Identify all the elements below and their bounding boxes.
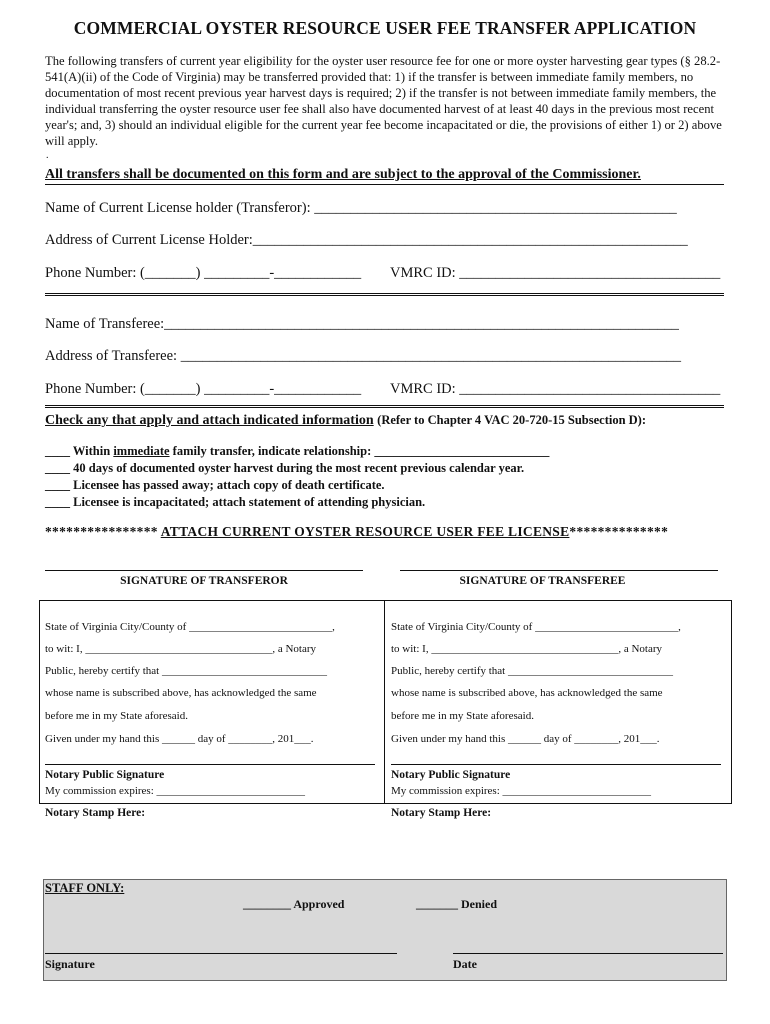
check-heading bbox=[45, 413, 646, 429]
transferee-signature-line[interactable] bbox=[400, 570, 718, 571]
notary-text: Given under my hand this ______ day of ________, 201___. bbox=[391, 733, 660, 745]
approval-notice: All transfers shall be documented on this form and are subject to the approval of the Commissioner. bbox=[45, 167, 641, 182]
notary-signature-line[interactable] bbox=[391, 764, 721, 765]
approved-option[interactable]: ________ Approved bbox=[243, 897, 345, 911]
notice-underline bbox=[45, 184, 724, 185]
transferee-address-field[interactable]: Address of Transferee: _____________________________________________________________________ bbox=[45, 348, 681, 364]
check-item-text: ____ 40 days of documented oyster harvest during the most recent previous calendar year. bbox=[45, 461, 525, 475]
notary-text: Public, hereby certify that ______________________________ bbox=[391, 665, 673, 677]
transferor-signature-label: SIGNATURE OF TRANSFEROR bbox=[120, 575, 288, 587]
commission-expires: My commission expires: ___________________________ bbox=[45, 785, 306, 797]
notary-text: State of Virginia City/County of __________________________, bbox=[45, 621, 335, 633]
notary-signature-label: Notary Public Signature bbox=[45, 769, 165, 781]
transferor-phone-field[interactable]: Phone Number: (_______) _________-____________ bbox=[45, 265, 362, 281]
transferor-signature-line[interactable] bbox=[45, 570, 363, 571]
check-item-text: family transfer, indicate relationship: ____________________________ bbox=[169, 444, 550, 458]
transferee-signature-label: SIGNATURE OF TRANSFEREE bbox=[459, 575, 626, 587]
staff-date-label: Date bbox=[453, 957, 477, 971]
commission-expires: My commission expires: ___________________________ bbox=[391, 785, 652, 797]
notary-stamp-label: Notary Stamp Here: bbox=[45, 807, 146, 819]
transferor-name-field[interactable]: Name of Current License holder (Transferor): __________________________________________________ bbox=[45, 200, 677, 216]
notary-text: to wit: I, __________________________________, a Notary bbox=[45, 643, 317, 655]
transferee-name-field[interactable]: Name of Transferee:_______________________________________________________________________ bbox=[45, 316, 679, 332]
check-item-text: ____ Licensee has passed away; attach copy of death certificate. bbox=[45, 478, 385, 492]
stars-left: **************** bbox=[45, 524, 161, 539]
notary-text: before me in my State aforesaid. bbox=[45, 710, 188, 722]
stars-right: ************** bbox=[569, 524, 669, 539]
notary-text: State of Virginia City/County of __________________________, bbox=[391, 621, 681, 633]
check-item-emphasis: immediate bbox=[113, 444, 170, 458]
check-item-text: ____ Licensee is incapacitated; attach statement of attending physician. bbox=[45, 495, 426, 509]
check-item-text: ____ Within bbox=[45, 444, 114, 458]
check-item[interactable] bbox=[45, 478, 385, 493]
notary-text: whose name is subscribed above, has acknowledged the same bbox=[391, 687, 663, 699]
notary-text: to wit: I, __________________________________, a Notary bbox=[391, 643, 663, 655]
check-item[interactable] bbox=[45, 444, 549, 459]
notary-text: before me in my State aforesaid. bbox=[391, 710, 534, 722]
stray-period: . bbox=[46, 150, 49, 161]
transferor-address-field[interactable]: Address of Current License Holder:____________________________________________________________ bbox=[45, 232, 688, 248]
notary-signature-label: Notary Public Signature bbox=[391, 769, 511, 781]
transferee-phone-field[interactable]: Phone Number: (_______) _________-____________ bbox=[45, 381, 362, 397]
check-item[interactable] bbox=[45, 495, 425, 510]
section-divider bbox=[45, 293, 724, 296]
staff-signature-line[interactable] bbox=[45, 953, 397, 954]
attach-license-text: ATTACH CURRENT OYSTER RESOURCE USER FEE LICENSE bbox=[160, 524, 570, 539]
staff-only-box bbox=[43, 879, 727, 981]
intro-paragraph: The following transfers of current year eligibility for the oyster user resource fee for one or more oyster harvesting gear types (§ 28.2-541(A)(ii) of the Code of Virginia) may be transferred provided that: 1) if the transfer is between immediate family members, no documentation of most recent previous year harvest days is required; 2) if the transfer is not between immediate family members, the individual transferring the oyster resource user fee shall also have documented harvest of at least 40 days in the previous most recent year's; and, 3) should an individual eligible for the current year fee become incapacitated or die, the provisions of either 1) or 2) above will apply. bbox=[45, 54, 722, 148]
check-heading-text: Check any that apply and attach indicated information bbox=[45, 413, 374, 428]
page-title: COMMERCIAL OYSTER RESOURCE USER FEE TRANSFER APPLICATION bbox=[73, 18, 697, 38]
notary-signature-line[interactable] bbox=[45, 764, 375, 765]
notary-text: Public, hereby certify that ______________________________ bbox=[45, 665, 327, 677]
transferee-vmrc-field[interactable]: VMRC ID: ____________________________________ bbox=[390, 381, 721, 397]
staff-date-line[interactable] bbox=[453, 953, 723, 954]
notary-text: whose name is subscribed above, has acknowledged the same bbox=[45, 687, 317, 699]
check-item[interactable] bbox=[45, 461, 524, 476]
denied-option[interactable]: _______ Denied bbox=[416, 897, 497, 911]
transferor-vmrc-field[interactable]: VMRC ID: ____________________________________ bbox=[390, 265, 721, 281]
section-divider bbox=[45, 405, 724, 408]
attach-license-notice bbox=[45, 524, 668, 540]
staff-only-title: STAFF ONLY: bbox=[45, 881, 125, 895]
notary-text: Given under my hand this ______ day of ________, 201___. bbox=[45, 733, 314, 745]
notary-stamp-label: Notary Stamp Here: bbox=[391, 807, 492, 819]
staff-signature-label: Signature bbox=[45, 957, 95, 971]
check-refer-text: (Refer to Chapter 4 VAC 20-720-15 Subsection D): bbox=[377, 413, 647, 427]
